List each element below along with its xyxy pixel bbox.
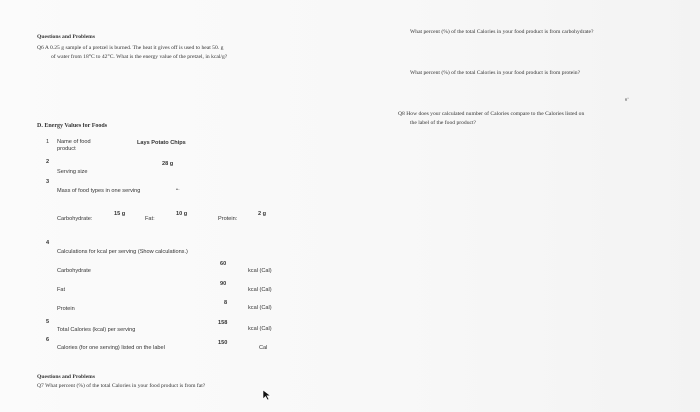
protein-value: 2 g bbox=[258, 211, 267, 217]
fat-label: Fat: bbox=[145, 216, 155, 222]
label-calories-unit: Cal bbox=[259, 345, 268, 351]
q-protein-percent: What percent (%) of the total Calories in your food product is from protein? bbox=[410, 70, 581, 76]
serving-size-value: 28 g bbox=[162, 161, 174, 167]
fat-value: 10 g bbox=[176, 211, 188, 217]
item1-number: 1 bbox=[46, 139, 50, 145]
label-calories-label: Calories (for one serving) listed on the label bbox=[57, 345, 165, 351]
q8-line-1: Q8 How does your calculated number of Calories compare to the Calories listed on bbox=[398, 111, 585, 117]
carb-label: Carbohydrate: bbox=[57, 216, 93, 222]
total-calories-label: Total Calories (kcal) per serving bbox=[57, 327, 136, 333]
q6-line-2: of water from 18°C to 42°C. What is the energy value of the pretzel, in kcal/g? bbox=[51, 54, 228, 60]
item3-number: 3 bbox=[46, 179, 50, 185]
item4-number: 4 bbox=[46, 240, 50, 246]
item1-label-b: product bbox=[57, 146, 76, 152]
carb-value: 15 g bbox=[114, 211, 126, 217]
q-carb-percent: What percent (%) of the total Calories in your food product is from carbohydrate? bbox=[410, 29, 594, 35]
label-calories-value: 150 bbox=[218, 340, 228, 346]
calc-fat-value: 90 bbox=[220, 281, 227, 287]
calc-carb-label: Carbohydrate bbox=[57, 268, 91, 274]
food-name-value: Lays Potato Chips bbox=[137, 140, 186, 146]
item6-number: 6 bbox=[46, 337, 50, 343]
calculations-label: Calculations for kcal per serving (Show calculations.) bbox=[57, 249, 188, 255]
calc-protein-value: 8 bbox=[224, 300, 228, 306]
total-calories-value: 158 bbox=[218, 320, 228, 326]
item2-number: 2 bbox=[46, 159, 50, 165]
calc-fat-unit: kcal (Cal) bbox=[248, 287, 272, 293]
item1-label-a: Name of food bbox=[57, 139, 91, 145]
q7-text: Q7 What percent (%) of the total Calories in your food product is from fat? bbox=[37, 383, 206, 389]
mass-label: Mass of food types in one serving bbox=[57, 188, 141, 194]
protein-label: Protein: bbox=[218, 216, 238, 222]
calc-protein-label: Protein bbox=[57, 306, 75, 312]
calc-protein-unit: kcal (Cal) bbox=[248, 305, 272, 311]
cursor-mark-icon: •· bbox=[176, 187, 180, 193]
mouse-cursor-icon bbox=[262, 389, 272, 401]
serving-size-label: Serving size bbox=[57, 169, 88, 175]
calc-carb-value: 60 bbox=[220, 261, 227, 267]
q8-line-2: the label of the food product? bbox=[410, 120, 477, 126]
questions-heading-top: Questions and Problems bbox=[37, 34, 96, 40]
item5-number: 5 bbox=[46, 319, 50, 325]
pen-mark-icon: ᴿˇ bbox=[625, 98, 629, 104]
total-calories-unit: kcal (Cal) bbox=[248, 326, 272, 332]
calc-carb-unit: kcal (Cal) bbox=[248, 268, 272, 274]
section-heading: D. Energy Values for Foods bbox=[37, 123, 108, 129]
questions-heading-bottom: Questions and Problems bbox=[37, 374, 96, 380]
q6-line-1: Q6 A 0.25 g sample of a pretzel is burned. The heat it gives off is used to heat 50. g bbox=[37, 45, 224, 51]
calc-fat-label: Fat bbox=[57, 287, 66, 293]
